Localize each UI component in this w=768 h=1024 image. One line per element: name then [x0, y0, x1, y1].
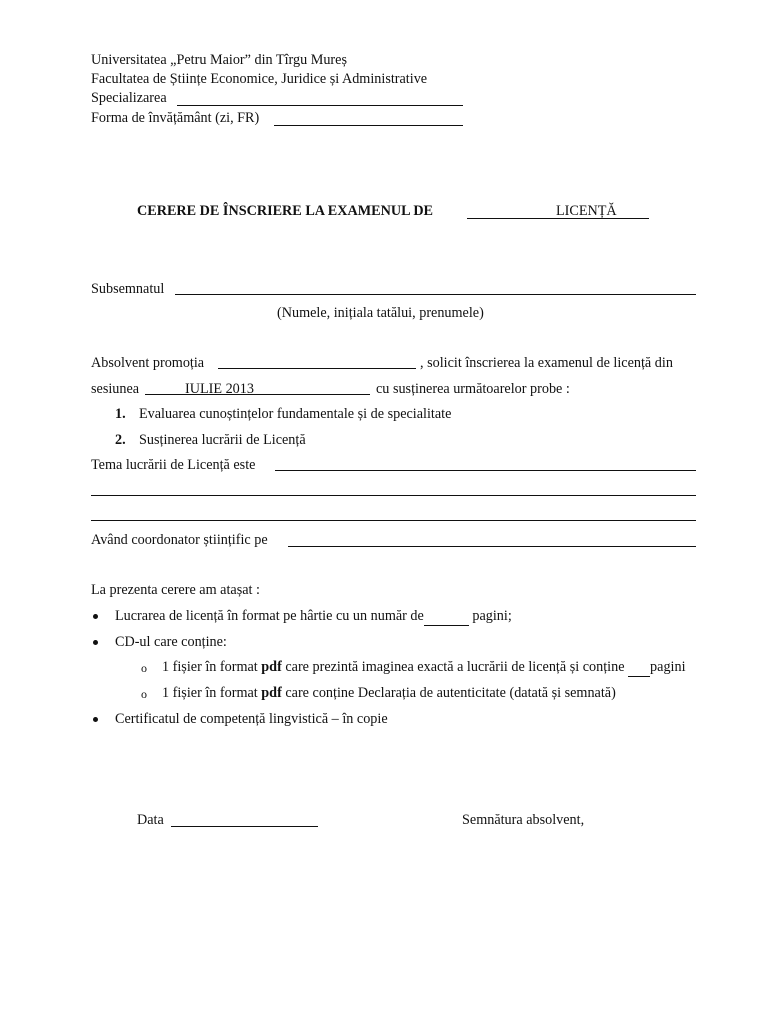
date-label: Data	[137, 812, 164, 828]
undersigned-label: Subsemnatul	[91, 281, 165, 297]
thesis-topic-field[interactable]	[275, 470, 696, 471]
bullet-icon	[93, 640, 98, 645]
attachment-sub-2-format: pdf	[261, 685, 282, 701]
coordinator-label: Având coordonator științific pe	[91, 532, 268, 548]
attachment-item-1-suffix: pagini;	[472, 608, 512, 624]
page-title: CERERE DE ÎNSCRIERE LA EXAMENUL DE	[137, 203, 434, 219]
page-count-field[interactable]	[424, 608, 469, 626]
circle-bullet-icon: o	[141, 661, 147, 675]
attachment-sub-2	[162, 685, 616, 702]
attachment-sub-1-end: pagini	[650, 659, 686, 675]
name-hint: (Numele, inițiala tatălui, prenumele)	[277, 305, 484, 321]
attachment-item-3: Certificatul de competență lingvistică – în copie	[115, 711, 388, 727]
coordinator-field[interactable]	[288, 546, 696, 547]
attachment-sub-1	[162, 659, 686, 677]
session-field[interactable]	[145, 394, 370, 395]
thesis-topic-line-3[interactable]	[91, 520, 696, 521]
signature-label: Semnătura absolvent,	[462, 812, 585, 828]
date-field[interactable]	[171, 826, 318, 827]
attachment-item-2: CD-ul care conține:	[115, 634, 227, 650]
exam-type-value: LICENȚĂ	[556, 203, 617, 219]
attachment-item-1-text: Lucrarea de licență în format pe hârtie cu un număr de	[115, 608, 424, 624]
bullet-icon	[93, 717, 98, 722]
attachment-sub-2-text: care conține Declarația de autenticitate (datată și semnată)	[285, 685, 616, 701]
exam-number-1: 1.	[115, 406, 126, 422]
attachment-sub-1-prefix: 1 fișier în format	[162, 659, 258, 675]
bullet-icon	[93, 614, 98, 619]
specialization-field[interactable]	[177, 105, 463, 106]
study-form-field[interactable]	[274, 125, 463, 126]
thesis-topic-line-2[interactable]	[91, 495, 696, 496]
university-name: Universitatea „Petru Maior” din Tîrgu Mureș	[91, 52, 347, 68]
exam-number-2: 2.	[115, 432, 126, 448]
thesis-topic-label: Tema lucrării de Licență este	[91, 457, 256, 473]
attachment-sub-2-prefix: 1 fișier în format	[162, 685, 258, 701]
exam-item-2: Susținerea lucrării de Licență	[139, 432, 306, 448]
attachments-intro: La prezenta cerere am atașat :	[91, 582, 260, 598]
attachment-item-1	[115, 608, 512, 626]
faculty-name: Facultatea de Științe Economice, Juridice și Administrative	[91, 71, 428, 87]
attachment-sub-1-format: pdf	[261, 659, 282, 675]
graduate-label: Absolvent promoția	[91, 355, 205, 371]
session-value: IULIE 2013	[185, 381, 254, 397]
attachment-sub-1-text: care prezintă imaginea exactă a lucrării de licență și conține	[285, 659, 625, 675]
study-form-label: Forma de învățământ (zi, FR)	[91, 110, 260, 126]
circle-bullet-icon: o	[141, 687, 147, 701]
exams-intro: cu susținerea următoarelor probe :	[376, 381, 570, 397]
graduation-year-field[interactable]	[218, 368, 416, 369]
exam-item-1: Evaluarea cunoștințelor fundamentale și de specialitate	[139, 406, 452, 422]
request-text: , solicit înscrierea la examenul de licență din	[420, 355, 673, 371]
name-field[interactable]	[175, 294, 696, 295]
pdf-page-count-field[interactable]	[628, 659, 650, 677]
specialization-label: Specializarea	[91, 90, 167, 106]
session-label: sesiunea	[91, 381, 140, 397]
